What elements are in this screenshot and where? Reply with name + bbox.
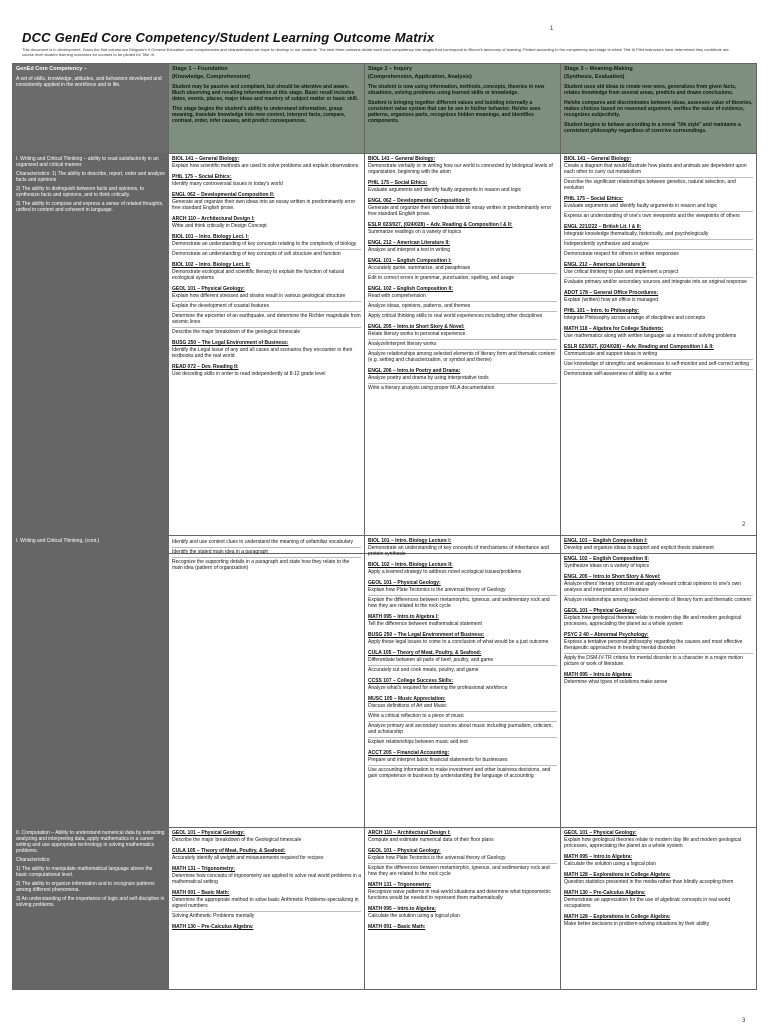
course-entry [564, 262, 753, 287]
learning-outcome: Write and think critically in Design Concept [172, 223, 267, 229]
learning-outcome: Use decoding skills in order to read independently at 8-12 grade level [172, 371, 326, 377]
header-competency-title: GenEd Core Competency – [16, 66, 87, 72]
learning-outcome: Calculate the solution using a logical plan [368, 913, 460, 919]
course-heading: BIOL 102 – Intro. Biology Lecture II: [368, 562, 453, 568]
course-heading: BIOL 141 – General Biology: [172, 156, 240, 162]
learning-outcome: Analyze what's required for entering the professional workforce [368, 685, 508, 691]
course-entry [564, 156, 753, 193]
course-heading: ESLR 023/027, (024/028) – Adv. Reading & Composition I & II: [368, 222, 513, 228]
course-entry [172, 866, 361, 887]
learning-outcome: Demonstrate respect for others in written responses [564, 251, 679, 257]
learning-outcome: Edit to correct errors in grammar, punctuation, spelling, and usage [368, 275, 515, 281]
stage-1-cell [169, 154, 365, 554]
learning-outcome: Solving Arithmetic Problems mentally [172, 913, 255, 919]
course-heading: ACCT 205 – Financial Accounting: [368, 750, 450, 756]
learning-outcome: Integrate Philosophy across a range of disciplines and concepts [564, 315, 706, 321]
learning-outcome: Apply these legal issues to come to a conclusion of what would be a just outcome [368, 639, 549, 645]
course-entry [368, 562, 557, 577]
header-stage-1-desc-1: Student may be passive and compliant, but should be attentive and aware. Much observing and recalling information at this stage. Basic recall includes dates, events, places, major ideas and mastery of subject matter or basic skill. [172, 84, 359, 102]
course-entry [564, 872, 753, 887]
course-entry [368, 240, 557, 255]
learning-outcome: Generate and organize their own ideas into an essay written in predominantly error free standard English prose. [368, 205, 552, 217]
learning-outcome: Question statistics presented in the media rather than blindly accepting them [564, 879, 734, 885]
course-heading: ENGL 212 – American Literature II: [368, 240, 450, 246]
course-entry [564, 914, 753, 929]
competency-characteristic: 3) An understanding of the importance of logic and self-discipline in solving problems. [16, 896, 165, 908]
learning-outcome: Analyze relationships among selected elements of literary form and thematic content [564, 597, 751, 603]
course-entry [368, 156, 557, 177]
course-entry [564, 290, 753, 305]
course-heading: PSYC 2 40 – Abnormal Psychology: [564, 632, 649, 638]
course-entry [368, 632, 557, 647]
header-stage-2-sub: (Comprehension, Application, Analysis) [368, 74, 472, 80]
course-heading: CULA 105 – Theory of Meat, Poultry, & Seafood: [368, 650, 482, 656]
course-entry [368, 180, 557, 195]
page-title: DCC GenEd Core Competency/Student Learning Outcome Matrix [22, 30, 435, 45]
course-heading: READ 072 – Dev. Reading II: [172, 364, 239, 370]
learning-outcome: Express an understanding of one's own viewpoints and the viewpoints of others [564, 213, 740, 219]
stage-2-cell [365, 828, 561, 990]
course-entry [368, 650, 557, 675]
course-heading: PHIL 175 – Social Ethics: [368, 180, 428, 186]
course-heading: GEOL 101 – Physical Geology: [564, 608, 637, 614]
header-competency [13, 64, 169, 154]
course-heading: ENGL 205 – Intro.to Short Story & Novel: [368, 324, 465, 330]
course-entry [368, 198, 557, 219]
header-stage-1-sub: (Knowledge, Comprehension) [172, 74, 250, 80]
learning-outcome: Analyze/interpret literary works [368, 340, 557, 350]
learning-outcome: Demonstrate an understanding of key concepts relating to the complexity of biology [172, 240, 361, 250]
learning-outcome: Analyze relationships among selected elements of literary form and thematic content (e.g. setting and characterization, or symbol and theme) [368, 351, 555, 363]
course-entry [172, 262, 361, 283]
course-heading: MATH 095 – Intro.to Algebra: [564, 854, 633, 860]
learning-outcome: Explain how Plate Tectonics is the universal theory of Geology [368, 586, 557, 596]
course-heading: GEOL 101 – Physical Geology: [368, 848, 441, 854]
learning-outcome: Explain the differences between metamorphic, igneous, and sedimentary rock and how they are related to the rock cycle [368, 865, 550, 877]
header-row [13, 64, 757, 154]
course-heading: MATH 095 – Intro.to Algebra: [368, 906, 437, 912]
course-heading: MATH 095 – Intro.to Algebra: [564, 672, 633, 678]
learning-outcome: Synthesize ideas on a variety of topics [564, 563, 650, 569]
competency-title: I. Writing and Critical Thinking, (cont.) [16, 538, 100, 544]
page-number: 3 [742, 1018, 746, 1024]
course-heading: PHIL 101 – Intro. to Philosophy: [564, 308, 640, 314]
course-heading: ENGL 062 – Developmental Composition II: [368, 198, 471, 204]
intro-text: This document is in development. Down the first column are Delgado's 9 General Education core competencies and characteristics we hope to develop in our students. The next three columns divide each core competency into stages that correspond to Bloom's taxonomy of learning. Plotted according to the competency and stage to which Title III Pilot instructors have determined they contribute are course level student learning outcomes for courses to be piloted for Title III. [22, 47, 729, 57]
learning-outcome: Independently synthesize and analyze [564, 240, 753, 250]
competency-title: II. Computation – Ability to understand numerical data by extracting analyzing and interpreting data, apply mathematics in a career setting and use appropriate technology in solving mathematics problems. [16, 830, 165, 854]
learning-outcome: Demonstrate an understanding of key concepts of mechanisms of inheritance and protein synthesis [368, 545, 549, 557]
header-stage-3-title: Stage 3 – Meaning-Making [564, 66, 633, 72]
course-entry [368, 906, 557, 921]
header-stage-1 [169, 64, 365, 154]
course-entry [564, 224, 753, 259]
course-heading: GEOL 101 – Physical Geology: [172, 830, 245, 836]
course-heading: ENGL 221/222 – British Lit. I & II: [564, 224, 642, 230]
competency-title: I. Writing and Critical Thinking – ability to read satisfactorily in an organized and critical manner. [16, 156, 159, 168]
learning-outcome: Recognize the supporting details in a paragraph and state how they relate to the main idea (pattern of organization) [172, 559, 350, 571]
learning-outcome: Describe the significant relationships between genetics, natural selection, and evolution [564, 179, 736, 191]
learning-outcome: Write a critical reflection to a piece of music [368, 712, 557, 722]
course-entry [172, 830, 361, 845]
learning-outcome: Explain relationships between music and text [368, 739, 468, 745]
course-entry [564, 326, 753, 341]
header-stage-3-sub: (Synthesis, Evaluation) [564, 74, 625, 80]
learning-outcome: Explain the differences between metamorphic, igneous, and sedimentary rock and how they are related to the rock cycle [368, 597, 550, 609]
course-heading: ENGL 102 – English Composition II: [368, 286, 453, 292]
learning-outcome: Explain how Plate Tectonics is the universal theory of Geology [368, 854, 557, 864]
matrix-table-page-1 [12, 63, 757, 554]
header-stage-1-title: Stage 1 – Foundation [172, 66, 228, 72]
course-heading: ENGL 102 – English Composition II: [564, 556, 649, 562]
learning-outcome: Communicate and support ideas in writing [564, 350, 753, 360]
learning-outcome: Accurately identify all weight and measurements required for recipes [172, 855, 324, 861]
course-entry [564, 344, 753, 379]
course-heading: MATH 128 – Explorations in College Algebra: [564, 914, 671, 920]
learning-outcome: Apply the DSM-IV-TR criteria for mental disorder to a character in a major motion picture or work of literature. [564, 655, 743, 667]
course-heading: GEOL 101 – Physical Geology: [172, 286, 245, 292]
learning-outcome: Explain how geological theories relate to modern day life and modern geological processes, appreciating the planet as a whole system [564, 837, 742, 849]
stage-3-cell [561, 536, 757, 828]
header-stage-1-desc-2: This stage begins the student's ability to understand information, grasp meaning, translate knowledge into new context, interpret facts, compare, contrast, order, infer causes, and predict consequences. [172, 106, 346, 124]
learning-outcome: Create a diagram that would illustrate how plants and animals are dependent upon each other to carry out metabolism [564, 162, 753, 178]
course-heading: ESLR 023/027, (024/028) – Adv. Reading and Composition I & II: [564, 344, 714, 350]
course-entry [172, 286, 361, 337]
header-stage-3-desc-1: Student uses old ideas to create new ones, generalizes from given facts, relates knowledge from several areas, predicts and draws conclusions. [564, 84, 737, 96]
stage-3-cell [561, 154, 757, 554]
course-entry [172, 538, 361, 573]
learning-outcome: Explain the development of coastal features [172, 302, 361, 312]
course-entry [564, 196, 753, 221]
learning-outcome: Explain how scientific methods are used to solve problems and explain observations [172, 163, 359, 169]
course-heading: BIOL 101 – Intro. Biology Lecture I: [368, 538, 452, 544]
learning-outcome: Summarize readings on a variety of topics [368, 229, 462, 235]
course-entry [172, 890, 361, 921]
section-row [13, 828, 757, 990]
learning-outcome: Determine how concepts of trigonometry are applied to solve real world problems in a mathematical setting [172, 873, 361, 885]
learning-outcome: Identify and use context clues to understand the meaning of unfamiliar vocabulary [172, 538, 361, 548]
course-entry [172, 364, 361, 379]
course-entry [172, 216, 361, 231]
learning-outcome: Analyze primary and secondary sources about music including journalism, criticism, and scholarship [368, 722, 557, 738]
page-number: 1 [550, 26, 554, 32]
competency-characteristic: Characteristics: [16, 857, 51, 863]
course-entry [564, 608, 753, 629]
course-heading: ENGL 062 – Developmental Composition II: [172, 192, 275, 198]
course-entry [172, 340, 361, 361]
learning-outcome: Determine the appropriate method to solve basic Arithmetic Problems-specializing in signed numbers [172, 896, 361, 912]
course-heading: BIOL 102 – Intro. Biology Lect. II: [172, 262, 251, 268]
learning-outcome: Demonstrate self-awareness of ability as a writer [564, 371, 672, 377]
course-heading: MATH 131 – Trigonometry: [368, 882, 431, 888]
learning-outcome: Differentiate between all parts of beef, poultry, and game [368, 656, 557, 666]
learning-outcome: Recognize wave patterns in real-world situations and determine what trigonometric functions would be needed to represent them mathematically [368, 889, 551, 901]
course-entry [564, 830, 753, 851]
course-heading: ENGL 205 – Intro.to Short Story & Novel: [564, 574, 661, 580]
learning-outcome: Integrate knowledge thematically, historically, and psychologically [564, 230, 753, 240]
learning-outcome: Identify many controversial issues in today's world [172, 181, 283, 187]
header-stage-2 [365, 64, 561, 154]
competency-characteristic: 3) The ability to compose and express a sense of related thoughts, unified in content and coherent in language. [16, 201, 164, 213]
course-entry [368, 848, 557, 879]
learning-outcome: Prepare and interpret basic financial statements for businesses [368, 756, 557, 766]
learning-outcome: Apply a learned strategy to address novel ecological issues/problems [368, 569, 522, 575]
learning-outcome: Identify the Legal Issue of any and all cases and scenarios they encounter in their textbooks and the real world [172, 347, 353, 359]
course-entry [368, 286, 557, 321]
course-heading: ADOT 178 – General Office Procedures: [564, 290, 659, 296]
stage-3-cell [561, 828, 757, 990]
course-entry [368, 324, 557, 365]
course-entry [564, 538, 753, 553]
competency-characteristic: 2) The ability to organize information and to recognize patterns among different phenomena. [16, 881, 155, 893]
section-cell [13, 828, 169, 990]
learning-outcome: Use mathematics along with written language as a means of solving problems [564, 333, 737, 339]
course-heading: ARCH 110 – Architectural Design I: [172, 216, 255, 222]
learning-outcome: Describe the major breakdown of the Geological timescale [172, 837, 302, 843]
learning-outcome: Use knowledge of strengths and weaknesses to self-monitor and self-correct writing [564, 360, 753, 370]
course-heading: ENGL 101 – English Composition I: [368, 258, 452, 264]
course-entry [564, 308, 753, 323]
stage-1-cell [169, 828, 365, 990]
course-entry [564, 556, 753, 571]
matrix-table-page-2 [12, 535, 757, 990]
section-cell [13, 154, 169, 554]
course-entry [564, 574, 753, 605]
course-heading: BIOL 101 – Intro. Biology Lect. I: [172, 234, 249, 240]
stage-2-cell [365, 154, 561, 554]
header-stage-2-desc-2: Student is bringing together different values and building internally a consistent value system that can be see in his/her behavior. He/she sees patterns, organizes parts, recognizes hidden meanings, and identifies components. [368, 100, 541, 124]
learning-outcome: Accurately quote, summarize, and paraphrase [368, 264, 557, 274]
course-entry [564, 632, 753, 669]
course-entry [172, 848, 361, 863]
learning-outcome: Determine what types of solutions make sense [564, 679, 668, 685]
course-heading: GEOL 101 – Physical Geology: [564, 830, 637, 836]
course-heading: MATH 131 – Trigonometry: [172, 866, 235, 872]
course-heading: BUSG 250 – The Legal Environment of Business: [172, 340, 289, 346]
course-entry [368, 538, 557, 559]
header-stage-2-title: Stage 2 – Inquiry [368, 66, 413, 72]
learning-outcome: Analyze ideas, opinions, patterns, and themes [368, 302, 557, 312]
course-heading: PHIL 175 – Social Ethics: [564, 196, 624, 202]
page-number: 2 [742, 522, 746, 528]
learning-outcome: Demonstrate an understanding of key concepts of cell structure and function [172, 251, 341, 257]
competency-characteristic: Characteristics: 1) The ability to describe, report, order and analyze facts and opinions [16, 171, 165, 183]
course-heading: ENGL 212 – American Literature II: [564, 262, 646, 268]
course-entry [368, 696, 557, 747]
course-heading: CCSS 107 – College Success Skills: [368, 678, 454, 684]
learning-outcome: Express a tentative personal philosophy regarding the causes and most effective therapeutic approaches in treating mental disorder [564, 638, 753, 654]
learning-outcome: Describe the major breakdown of the geological timescale [172, 329, 301, 335]
course-entry [368, 830, 557, 845]
learning-outcome: Discuss definitions of Art and Music [368, 702, 557, 712]
learning-outcome: Compute and estimate numerical data of their floor plans [368, 837, 494, 843]
header-stage-2-desc-1: The student is now using information, methods, concepts, theories in new situations, solving problems using learned skills or knowledge. [368, 84, 545, 96]
header-competency-desc: A set of skills, knowledge, attitudes, and behaviors developed and consistently applied in the workforce and in life. [16, 76, 162, 88]
header-stage-3-desc-3: Student begins to behave according to a moral "life style" and maintains a consistent philosophy regardless of coercive surroundings. [564, 122, 741, 134]
learning-outcome: Analyze and interpret a text in writing [368, 247, 450, 253]
learning-outcome: Calculate the solution using a logical plan [564, 861, 656, 867]
course-entry [368, 614, 557, 629]
course-heading: MUSC 105 – Music Appreciation: [368, 696, 446, 702]
course-entry [172, 234, 361, 259]
course-heading: PHIL 175 – Social Ethics: [172, 174, 232, 180]
course-entry [368, 750, 557, 781]
learning-outcome: Analyze poetry and drama by using interpretative tools [368, 374, 557, 384]
course-entry [368, 882, 557, 903]
course-entry [368, 258, 557, 283]
learning-outcome: Determine the epicenter of an earthquake, and determine the Richter magnitude from seismic lines [172, 312, 361, 328]
stage-1-cell [169, 536, 365, 828]
section-row [13, 154, 757, 554]
course-heading: BIOL 141 – General Biology: [564, 156, 632, 162]
learning-outcome: Write a literary analysis using proper MLA documentation [368, 385, 495, 391]
course-heading: MATH 130 – Pre-Calculus Algebra: [564, 890, 646, 896]
course-entry [564, 672, 753, 687]
learning-outcome: Analyze others' literary criticism and apply relevant critical opinions to one's own analysis and interpretation of literature [564, 580, 753, 596]
course-heading: MATH 130 – Pre-Calculus Algebra: [172, 924, 254, 930]
learning-outcome: Demonstrate ecological and scientific literacy to explain the function of natural ecological systems [172, 269, 345, 281]
learning-outcome: Use accounting information to make investment and other business decisions, and gain competence in business by understanding the language of accounting [368, 767, 551, 779]
section-row [13, 536, 757, 828]
course-entry [172, 174, 361, 189]
learning-outcome: Evaluate arguments and identify faulty arguments in reason and logic [368, 187, 522, 193]
learning-outcome: Make better decisions in problem-solving situations by their ability [564, 921, 710, 927]
competency-characteristic: 2) The ability to distinguish between facts and opinions, to synthesize facts and opinions, and to think critically. [16, 186, 145, 198]
course-entry [368, 924, 557, 930]
course-heading: ENGL 206 – Intro.to Poetry and Drama: [368, 368, 461, 374]
course-heading: BUSG 250 – The Legal Environment of Business: [368, 632, 485, 638]
course-entry [564, 890, 753, 911]
learning-outcome: Evaluate primary and/or secondary sources and integrate into an original response [564, 279, 747, 285]
learning-outcome: Demonstrate verbally or in writing how our world is connected by biological levels of organization, beginning with the atom [368, 163, 553, 175]
course-entry [368, 678, 557, 693]
learning-outcome: Evaluate arguments and identify faulty arguments in reason and logic [564, 202, 753, 212]
course-entry [564, 854, 753, 869]
course-entry [172, 924, 361, 930]
course-entry [172, 192, 361, 213]
course-heading: MATH 095 – Intro.to Algebra I: [368, 614, 439, 620]
course-heading: GEOL 101 – Physical Geology: [368, 580, 441, 586]
learning-outcome: Use critical thinking to plan and implement a project [564, 268, 753, 278]
learning-outcome: Read with comprehension [368, 292, 557, 302]
course-heading: MATH 128 – Explorations in College Algebra: [564, 872, 671, 878]
course-heading: ENGL 101 – English Composition I: [564, 538, 648, 544]
learning-outcome: Explain (written) how an office is managed [564, 297, 658, 303]
course-entry [368, 580, 557, 611]
course-heading: BIOL 141 – General Biology: [368, 156, 436, 162]
learning-outcome: Generate and organize their own ideas into an essay written in predominantly error free standard English prose. [172, 199, 356, 211]
course-heading: MATH 091 – Basic Math: [368, 924, 426, 930]
learning-outcome: Demonstrate an appreciation for the use of algebraic concepts in real world occupations [564, 897, 731, 909]
course-entry [172, 156, 361, 171]
section-cell [13, 536, 169, 828]
learning-outcome: Accurately cut and cook meats, poultry, and game [368, 667, 479, 673]
course-heading: MATH 091 – Basic Math: [172, 890, 230, 896]
learning-outcome: Develop and organize ideas to support and explicit thesis statement [564, 545, 714, 551]
header-stage-3-desc-2: He/she compares and discriminates between ideas, assesses value of theories, makes choices based on reasoned argument, verifies the value of evidence, recognizes subjectivity. [564, 100, 753, 118]
learning-outcome: Tell the difference between mathematical statement [368, 621, 482, 627]
competency-characteristic: 1) The ability to manipulate mathematical language above the basic computational level. [16, 866, 153, 878]
header-stage-3 [561, 64, 757, 154]
course-entry [368, 368, 557, 393]
course-heading: ARCH 110 – Architectural Design I: [368, 830, 451, 836]
course-heading: MATH 118 – Algebra for College Students: [564, 326, 664, 332]
learning-outcome: Identify the stated main idea in a paragraph [172, 548, 361, 558]
learning-outcome: Explain how different stresses and strains result in various geological structure [172, 292, 361, 302]
course-entry [368, 222, 557, 237]
learning-outcome: Apply critical thinking skills to real world experiences including other disciplines [368, 313, 543, 319]
course-heading: CULA 105 – Theory of Meat, Poultry, & Seafood: [172, 848, 286, 854]
learning-outcome: Relate literary works to personal experience [368, 330, 557, 340]
learning-outcome: Explain how geological theories relate to modern day life and modern geological processes, appreciating the planet as a whole system [564, 615, 742, 627]
stage-2-cell [365, 536, 561, 828]
